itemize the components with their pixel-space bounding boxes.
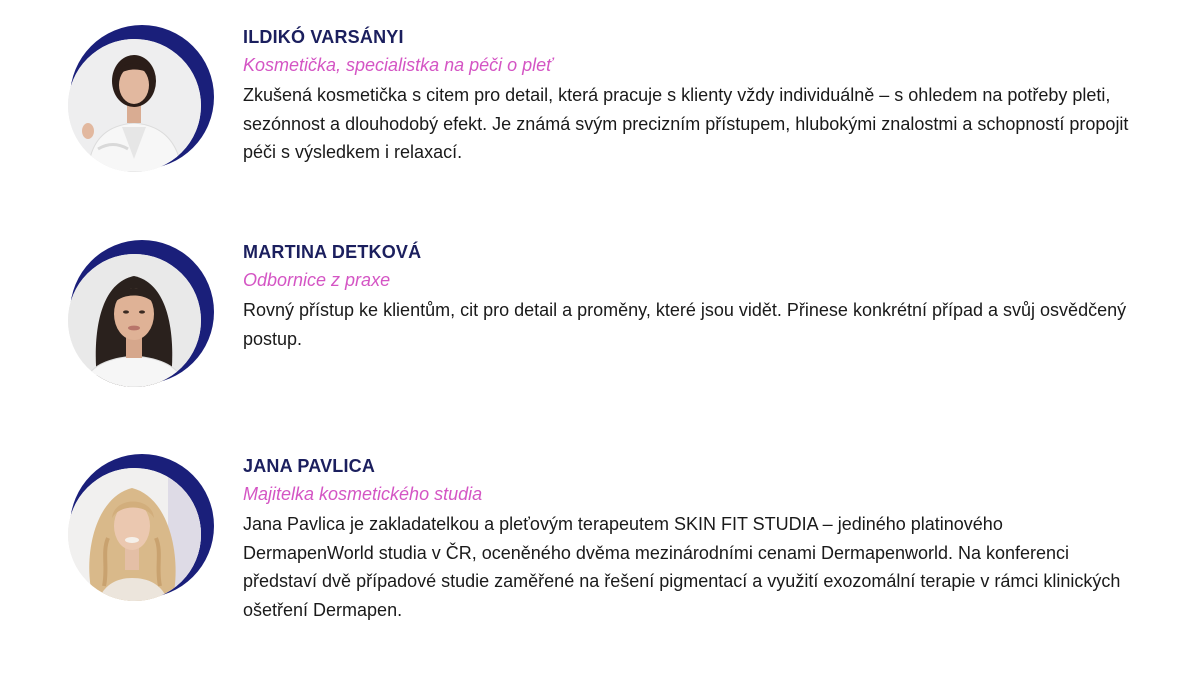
speaker-name: MARTINA DETKOVÁ <box>243 242 422 262</box>
speaker-role: Odbornice z praxe <box>243 270 391 290</box>
speaker-bio: Jana Pavlica je zakladatelkou a pleťovým terapeutem SKIN FIT STUDIA – jediného platinového DermapenWorld studia v ČR, oceněného dvěma mezinárodními cenami Dermapenworld. Na konferenci představí dvě případové studie zaměřené na řešení pigmentací a využití exozomální terapie v rámci klinických ošetření Dermapen. <box>243 514 1121 620</box>
speaker-bio: Zkušená kosmetička s citem pro detail, která pracuje s klienty vždy individuálně – s ohledem na potřeby pleti, sezónnost a dlouhodobý efekt. Je známá svým precizním přístupem, hlubokými znalostmi a schopností propojit péči s výsledkem i relaxací. <box>243 85 1129 163</box>
speaker-photo-frame <box>68 25 214 173</box>
portrait-photo <box>68 468 201 601</box>
speaker-role: Majitelka kosmetického studia <box>243 484 483 504</box>
avatar <box>68 468 201 601</box>
speaker-bio: Rovný přístup ke klientům, cit pro detail a proměny, které jsou vidět. Přinese konkrétní případ a svůj osvědčený postup. <box>243 300 1127 349</box>
avatar <box>68 39 201 172</box>
portrait-photo <box>68 254 201 387</box>
speaker-name: JANA PAVLICA <box>243 456 376 476</box>
speaker-info <box>243 25 1133 167</box>
speaker-name: ILDIKÓ VARSÁNYI <box>243 27 404 47</box>
speaker-info <box>243 240 1133 353</box>
speaker-info <box>243 454 1133 624</box>
speaker-photo-frame <box>68 240 214 388</box>
avatar <box>68 254 201 387</box>
portrait-photo <box>68 39 201 172</box>
speaker-photo-frame <box>68 454 214 602</box>
speaker-role: Kosmetička, specialistka na péči o pleť <box>243 55 553 75</box>
